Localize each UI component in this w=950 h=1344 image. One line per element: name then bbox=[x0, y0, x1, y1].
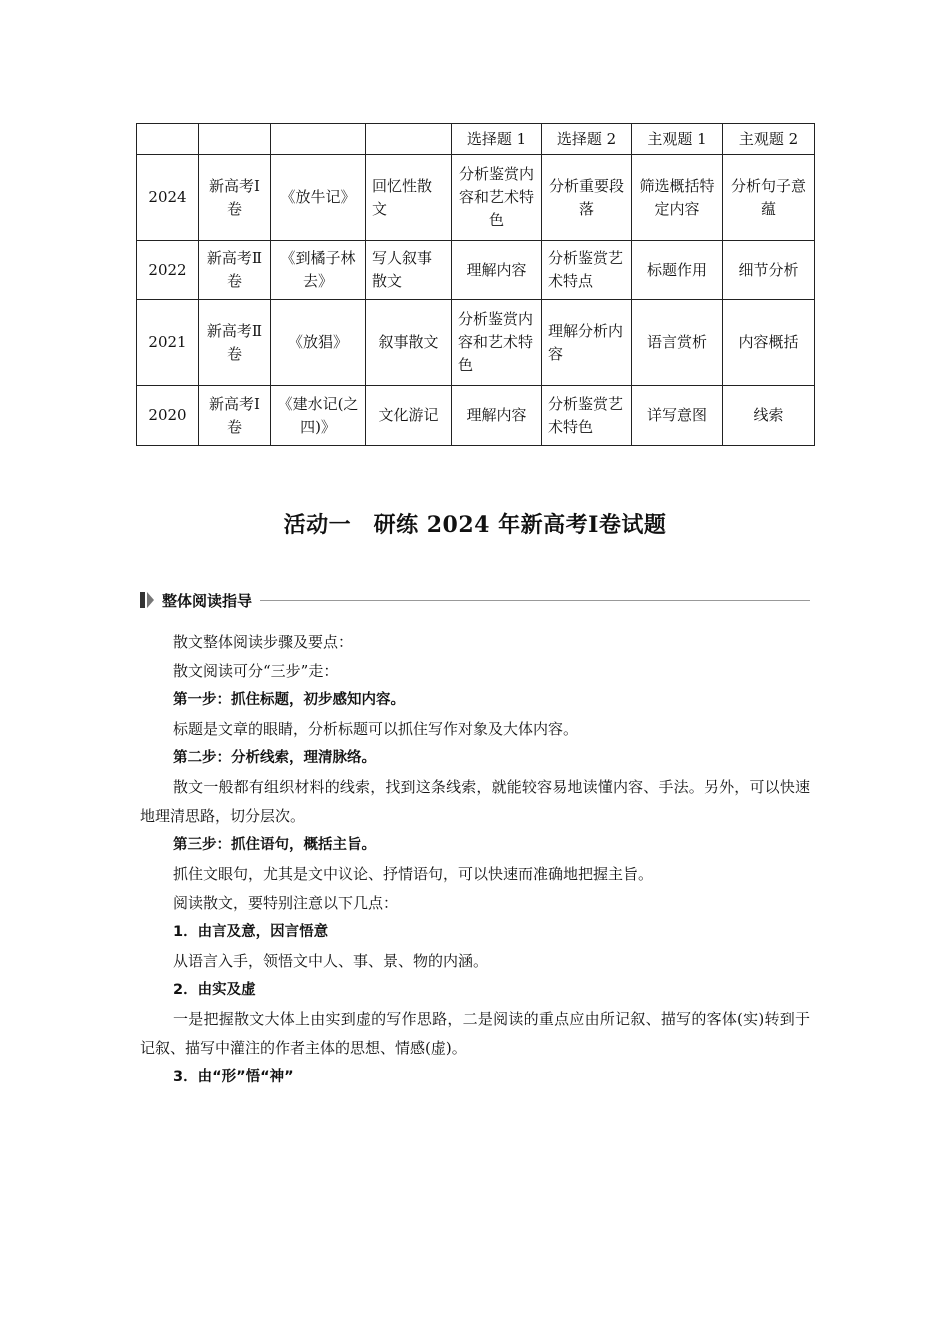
genre-cell: 回忆性散文 bbox=[366, 155, 452, 241]
point-heading: 3．由“形”悟“神” bbox=[173, 1069, 294, 1085]
subjective2-cell: 细节分析 bbox=[723, 241, 815, 300]
header-cell: 选择题 2 bbox=[542, 124, 632, 155]
subjective2-cell: 线索 bbox=[723, 386, 815, 446]
choice2-cell: 理解分析内容 bbox=[542, 300, 632, 386]
header-cell bbox=[137, 124, 199, 155]
header-cell bbox=[199, 124, 271, 155]
exam-cell: 新高考Ⅰ卷 bbox=[199, 155, 271, 241]
year-cell: 2021 bbox=[137, 300, 199, 386]
choice2-cell: 分析鉴赏艺术特色 bbox=[542, 386, 632, 446]
genre-cell: 写人叙事散文 bbox=[366, 241, 452, 300]
table-row bbox=[137, 300, 815, 386]
subjective1-cell: 筛选概括特定内容 bbox=[632, 155, 723, 241]
subjective2-cell: 内容概括 bbox=[723, 300, 815, 386]
choice2-cell: 分析重要段落 bbox=[542, 155, 632, 241]
section-label: 整体阅读指导 bbox=[162, 591, 253, 610]
genre-cell: 文化游记 bbox=[366, 386, 452, 446]
year-cell: 2024 bbox=[137, 155, 199, 241]
header-cell bbox=[271, 124, 366, 155]
choice2-cell: 分析鉴赏艺术特点 bbox=[542, 241, 632, 300]
activity-title: 活动一 研练 2024 年新高考Ⅰ卷试题 bbox=[283, 512, 667, 538]
subjective1-cell: 标题作用 bbox=[632, 241, 723, 300]
article-cell: 《建水记(之四)》 bbox=[271, 386, 366, 446]
article-cell: 《放牛记》 bbox=[271, 155, 366, 241]
subjective2-cell: 分析句子意蕴 bbox=[723, 155, 815, 241]
table-row bbox=[137, 241, 815, 300]
article-cell: 《到橘子林去》 bbox=[271, 241, 366, 300]
exam-cell: 新高考Ⅱ卷 bbox=[199, 300, 271, 386]
table-row bbox=[137, 386, 815, 446]
choice1-cell: 分析鉴赏内容和艺术特色 bbox=[452, 155, 542, 241]
table-row bbox=[137, 155, 815, 241]
exam-analysis-table bbox=[136, 123, 815, 446]
point-heading: 1．由言及意，因言悟意 bbox=[173, 924, 329, 940]
header-cell: 主观题 2 bbox=[723, 124, 815, 155]
year-cell: 2022 bbox=[137, 241, 199, 300]
reading-guide-body bbox=[140, 628, 810, 1092]
paragraph: 散文一般都有组织材料的线索，找到这条线索，就能较容易地读懂内容、手法。另外，可以快速地理清思路，切分层次。 bbox=[140, 778, 810, 825]
section-header bbox=[140, 588, 810, 612]
paragraph: 散文阅读可分“三步”走： bbox=[173, 662, 339, 680]
section-marker-icon bbox=[140, 592, 154, 608]
paragraph: 散文整体阅读步骤及要点： bbox=[173, 633, 354, 651]
paragraph: 标题是文章的眼睛，分析标题可以抓住写作对象及大体内容。 bbox=[173, 720, 579, 738]
genre-cell: 叙事散文 bbox=[366, 300, 452, 386]
article-cell: 《放猖》 bbox=[271, 300, 366, 386]
paragraph: 阅读散文，要特别注意以下几点： bbox=[173, 894, 399, 912]
point-heading: 2．由实及虚 bbox=[173, 982, 256, 998]
choice1-cell: 理解内容 bbox=[452, 386, 542, 446]
table-header-row bbox=[137, 124, 815, 155]
header-cell: 主观题 1 bbox=[632, 124, 723, 155]
paragraph: 一是把握散文大体上由实到虚的写作思路，二是阅读的重点应由所记叙、描写的客体(实)转到于记叙、描写中灌注的作者主体的思想、情感(虚)。 bbox=[140, 1010, 810, 1057]
year-cell: 2020 bbox=[137, 386, 199, 446]
exam-cell: 新高考Ⅱ卷 bbox=[199, 241, 271, 300]
choice1-cell: 理解内容 bbox=[452, 241, 542, 300]
exam-cell: 新高考Ⅰ卷 bbox=[199, 386, 271, 446]
choice1-cell: 分析鉴赏内容和艺术特色 bbox=[452, 300, 542, 386]
paragraph: 抓住文眼句，尤其是文中议论、抒情语句，可以快速而准确地把握主旨。 bbox=[173, 865, 654, 883]
section-divider bbox=[260, 600, 810, 601]
header-cell bbox=[366, 124, 452, 155]
step-heading: 第二步：分析线索，理清脉络。 bbox=[173, 750, 376, 766]
paragraph: 从语言入手，领悟文中人、事、景、物的内涵。 bbox=[173, 952, 489, 970]
step-heading: 第一步：抓住标题，初步感知内容。 bbox=[173, 692, 405, 708]
step-heading: 第三步：抓住语句，概括主旨。 bbox=[173, 837, 376, 853]
subjective1-cell: 语言赏析 bbox=[632, 300, 723, 386]
subjective1-cell: 详写意图 bbox=[632, 386, 723, 446]
header-cell: 选择题 1 bbox=[452, 124, 542, 155]
